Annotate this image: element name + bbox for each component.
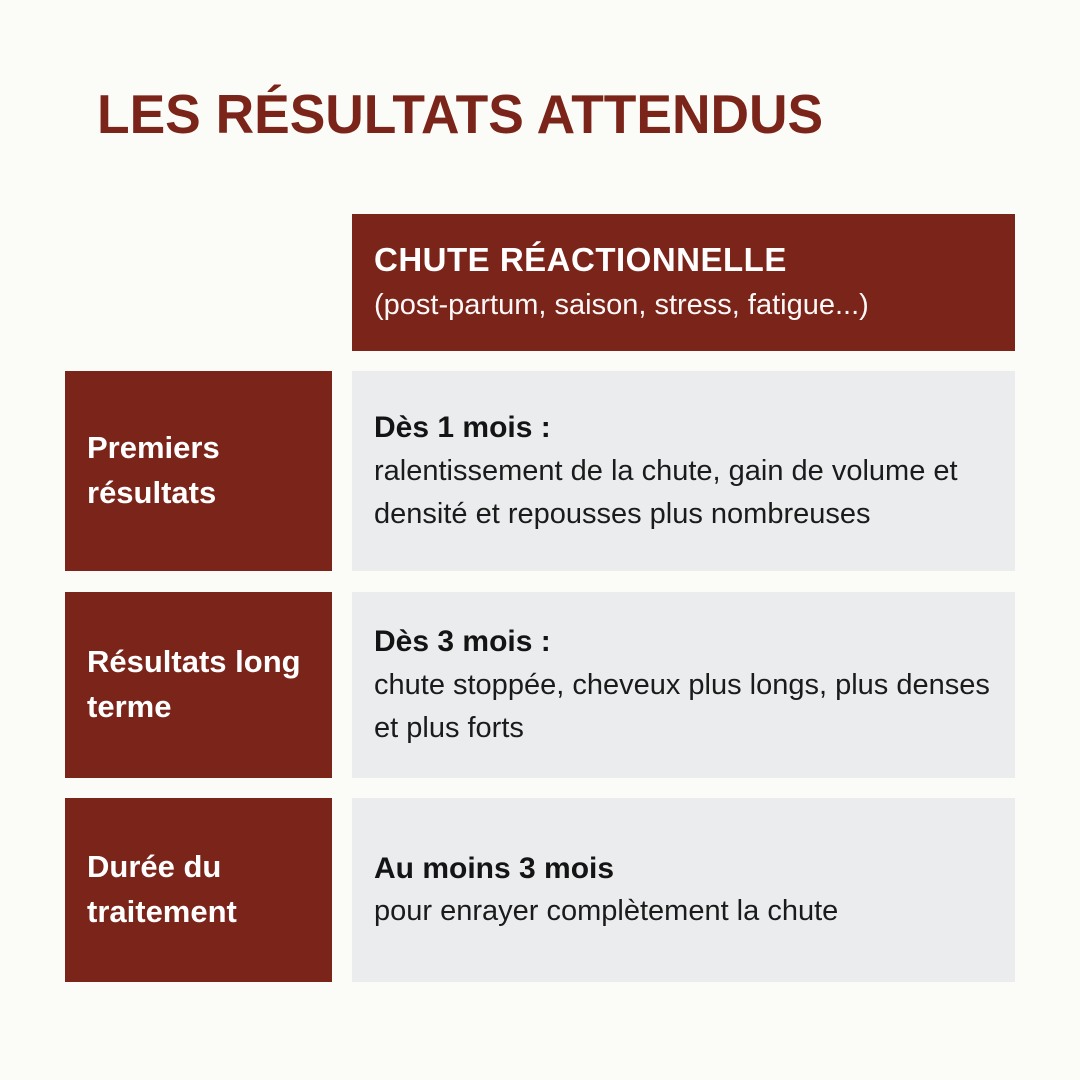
row-content-duree-du-traitement xyxy=(352,798,1015,982)
row-content-resultats-long-terme xyxy=(352,592,1015,778)
row-label-resultats-long-terme xyxy=(65,592,332,778)
row-label-duree-du-traitement xyxy=(65,798,332,982)
row-label-text: Résultats long terme xyxy=(87,644,301,724)
row-content-lead: Dès 3 mois : xyxy=(374,625,551,659)
row-content-body: pour enrayer complètement la chute xyxy=(374,895,839,928)
row-label-text: Durée du traitement xyxy=(87,849,237,929)
row-label-premiers-resultats xyxy=(65,371,332,571)
column-header-subtitle: (post-partum, saison, stress, fatigue...) xyxy=(374,289,869,322)
row-content-lead: Au moins 3 mois xyxy=(374,851,615,885)
column-header-title: CHUTE RÉACTIONNELLE xyxy=(374,240,787,278)
column-header-cell xyxy=(352,214,1015,351)
row-content-body: chute stoppée, cheveux plus longs, plus denses et plus forts xyxy=(374,668,990,744)
row-label-text: Premiers résultats xyxy=(87,430,220,510)
row-content-premiers-resultats xyxy=(352,371,1015,571)
page-title: LES RÉSULTATS ATTENDUS xyxy=(97,83,824,145)
row-content-lead: Dès 1 mois : xyxy=(374,411,551,445)
row-content-body: ralentissement de la chute, gain de volume et densité et repousses plus nombreuses xyxy=(374,454,958,530)
